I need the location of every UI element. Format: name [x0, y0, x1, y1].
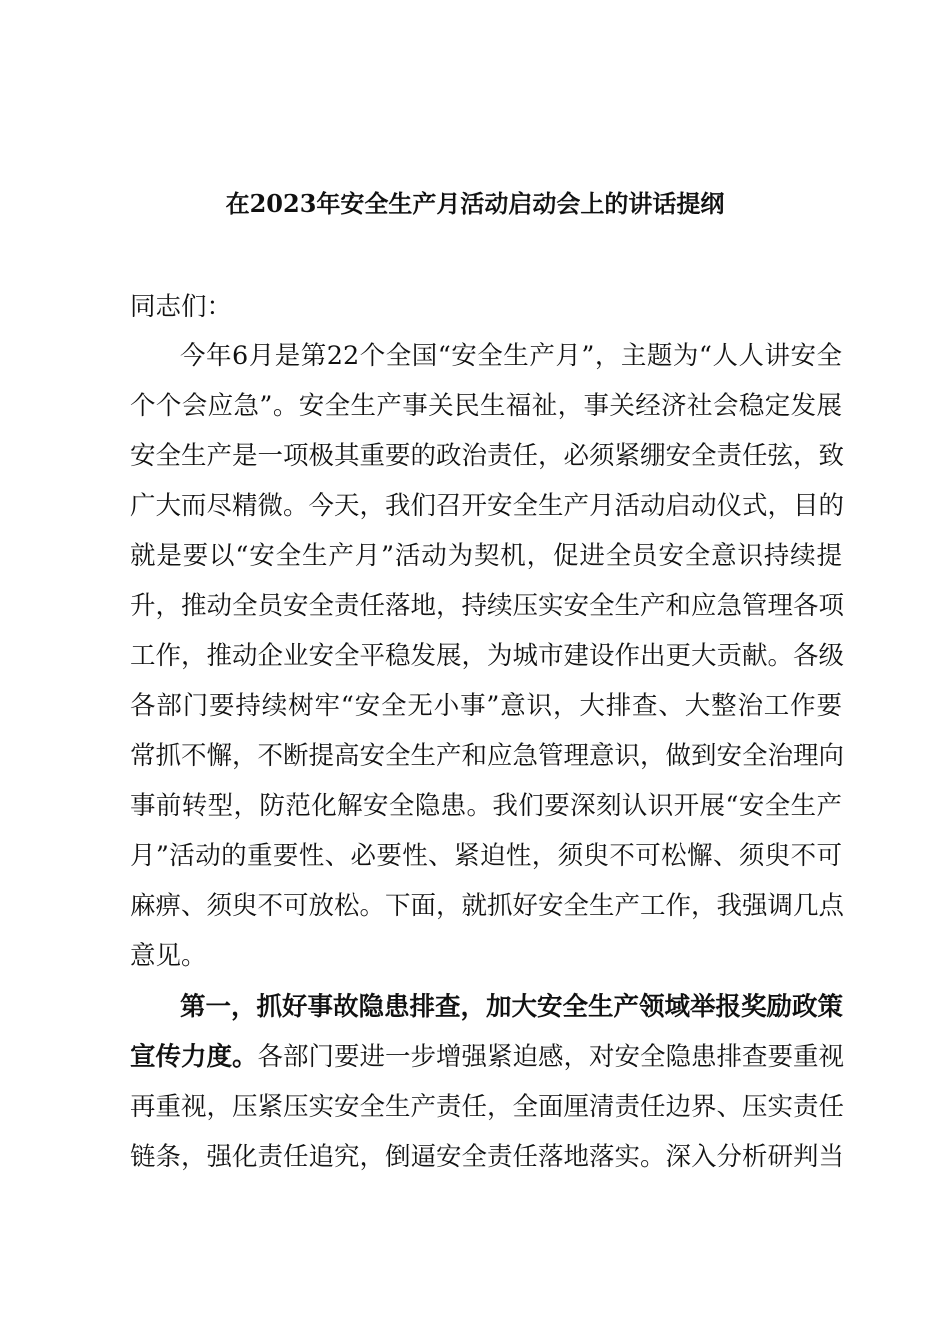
section-line: [130, 1037, 845, 1077]
section-line: 再重视，压紧压实安全生产责任，全面厘清责任边界、压实责任: [130, 1092, 845, 1122]
paragraph-line: 今年6月是第22个全国“安全生产月”，主题为“人人讲安全: [180, 341, 842, 371]
salutation: 同志们：: [130, 292, 233, 322]
paragraph-line: 安全生产是一项极其重要的政治责任，必须紧绷安全责任弦，致: [130, 441, 845, 471]
section-line: 链条，强化责任追究，倒逼安全责任落地落实。深入分析研判当: [130, 1142, 845, 1172]
paragraph-line: 意见。: [130, 941, 207, 971]
paragraph-line: 麻痹、须臾不可放松。下面，就抓好安全生产工作，我强调几点: [130, 891, 845, 921]
section-body-start: 各部门要进一步增强紧迫感，对安全隐患排查要重视: [257, 1042, 845, 1072]
paragraph-line: 事前转型，防范化解安全隐患。我们要深刻认识开展“安全生产: [130, 791, 842, 821]
paragraph-line: 各部门要持续树牢“安全无小事”意识，大排查、大整治工作要: [130, 691, 842, 721]
paragraph-line: 就是要以“安全生产月”活动为契机，促进全员安全意识持续提: [130, 541, 842, 571]
section-heading: 第一，抓好事故隐患排查，加大安全生产领域举报奖励政策: [180, 992, 844, 1022]
paragraph-line: 常抓不懈，不断提高安全生产和应急管理意识，做到安全治理向: [130, 741, 845, 771]
paragraph-line: 升，推动全员安全责任落地，持续压实安全生产和应急管理各项: [130, 591, 845, 621]
paragraph-line: 个个会应急”。安全生产事关民生福祉，事关经济社会稳定发展: [130, 391, 842, 421]
paragraph-line: 月”活动的重要性、必要性、紧迫性，须臾不可松懈、须臾不可: [130, 841, 842, 871]
paragraph-line: 广大而尽精微。今天，我们召开安全生产月活动启动仪式，目的: [130, 491, 845, 521]
section-heading-end: 宣传力度。: [130, 1042, 258, 1072]
document-title: 在2023年安全生产月活动启动会上的讲话提纲: [225, 189, 725, 218]
paragraph-line: 工作，推动企业安全平稳发展，为城市建设作出更大贡献。各级: [130, 641, 845, 671]
